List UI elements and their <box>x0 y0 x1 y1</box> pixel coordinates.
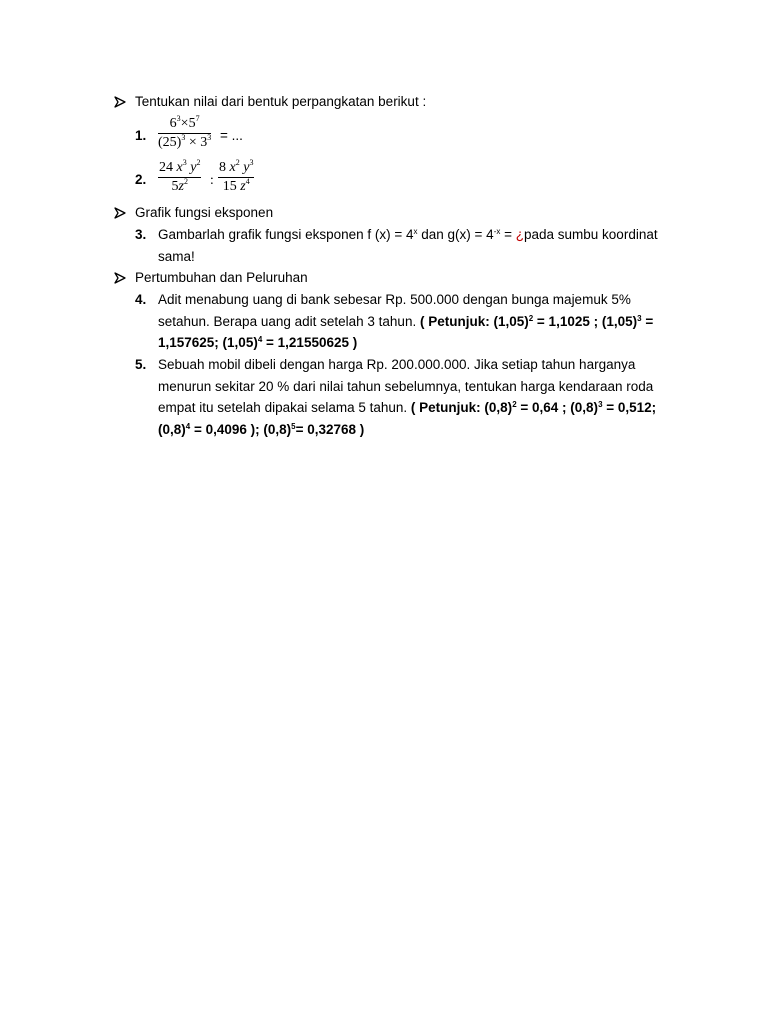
question-1-tail: = ... <box>220 128 243 143</box>
question-4-line-3: 1,157625; $(1,05)^4 = 1,21550625$ ) <box>158 335 358 350</box>
section-heading-growth-decay <box>114 270 308 285</box>
section-heading-text: Pertumbuhan dan Peluruhan <box>135 270 308 285</box>
section-heading-text: Grafik fungsi eksponen <box>135 205 274 220</box>
question-3-number: 3. <box>135 227 147 242</box>
fraction-numerator: $6^3\times 5^7$ <box>158 116 211 134</box>
question-4-number: 4. <box>135 292 147 307</box>
question-4-line-2: setahun. Berapa uang adit setelah 3 tahun. ( Petunjuk: $(1,05)^2 = 1,1025$ ; $(1,05)^3$ = <box>158 314 654 329</box>
question-5-line-4: $(0,8)^4 = 0,4096$ ); $(0,8)^5= 0,32768$ ) <box>158 422 365 437</box>
section-heading-text: Tentukan nilai dari bentuk perpangkatan berikut : <box>135 94 427 109</box>
fraction-denominator: $5z^2$ <box>171 177 188 194</box>
question-5-line-1: Sebuah mobil dibeli dengan harga Rp. 200.000.000. Jika setiap tahun harganya <box>158 357 636 372</box>
question-3-line-1: Gambarlah grafik fungsi eksponen f $(x) = 4^x$ dan $g(x) = 4^{-x}$ = ¿pada sumbu koordinat <box>158 227 658 242</box>
question-5-line-2: menurun sekitar 20 % dari nilai tahun sebelumnya, tentukan harga kendaraan roda <box>158 379 654 394</box>
section-heading-exponential <box>114 205 273 220</box>
question-1-number: 1. <box>135 128 147 143</box>
question-3-line-2: sama! <box>158 249 195 264</box>
division-colon: : <box>210 172 214 187</box>
question-1-fraction <box>158 116 211 151</box>
fraction-numerator: 24 $x^3$ $y^2$ <box>158 160 201 178</box>
question-2-fraction-1 <box>158 160 201 195</box>
fraction-denominator: 15 $z^4$ <box>222 177 250 194</box>
hint-text: ( Petunjuk: $(1,05)^2 = 1,1025$ ; $(1,05)^3$ = <box>419 314 654 329</box>
error-glyph: ¿ <box>515 227 524 242</box>
section-heading-powers <box>114 94 426 109</box>
arrowhead-bullet-icon <box>114 96 126 108</box>
question-4-line-1: Adit menabung uang di bank sebesar Rp. 500.000 dengan bunga majemuk 5% <box>158 292 631 307</box>
question-2-fraction-2 <box>218 160 254 195</box>
question-5-line-3: empat itu setelah dipakai selama 5 tahun. ( Petunjuk: $(0,8)^2 = 0,64$ ; $(0,8)^3 = 0,512$; <box>158 400 657 415</box>
question-5-number: 5. <box>135 357 147 372</box>
arrowhead-bullet-icon <box>114 207 126 219</box>
question-2-number: 2. <box>135 172 147 187</box>
fraction-numerator: 8 $x^2$ $y^3$ <box>218 160 254 178</box>
hint-text: ( Petunjuk: $(0,8)^2 = 0,64$ ; $(0,8)^3 = 0,512$; <box>410 400 657 415</box>
fraction-denominator: $(25)^3 \times 3^3$ <box>158 133 212 150</box>
arrowhead-bullet-icon <box>114 272 126 284</box>
